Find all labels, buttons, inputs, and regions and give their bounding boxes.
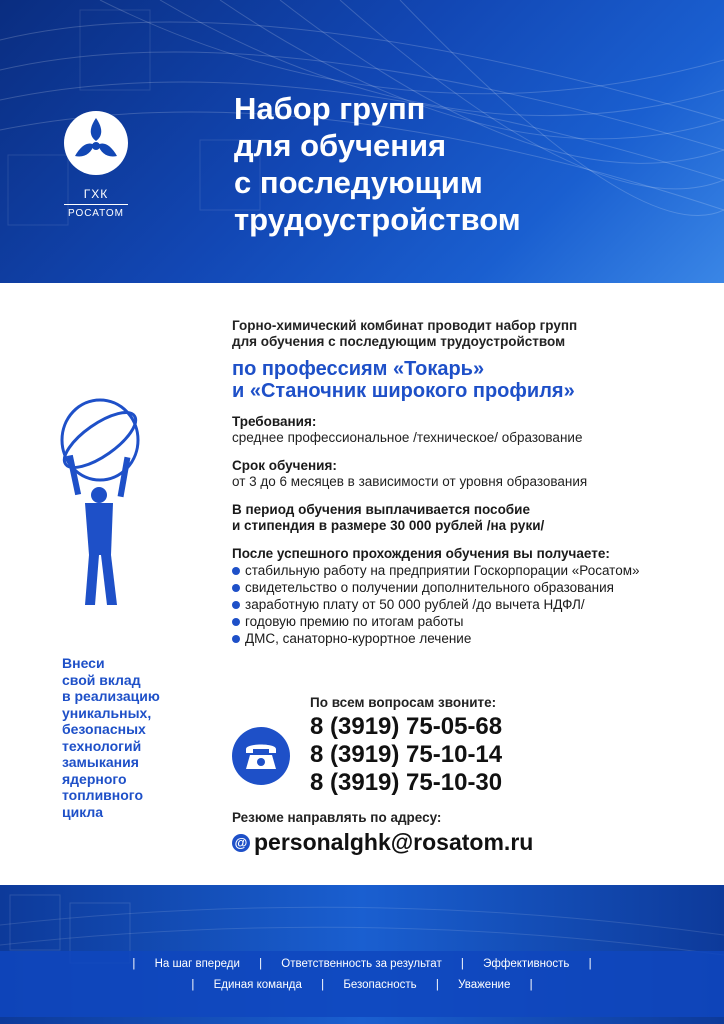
- separator: |: [460, 958, 464, 970]
- professions-line: и «Станочник широкого профиля»: [232, 380, 575, 402]
- resume-section: [232, 810, 533, 856]
- bullet-icon: [232, 567, 240, 575]
- list-item: [232, 613, 712, 630]
- page-title: [234, 90, 694, 238]
- list-item-text: свидетельство о получении дополнительного образования: [245, 580, 614, 595]
- stipend-line: В период обучения выплачивается пособие: [232, 502, 530, 517]
- rosatom-logo: [60, 110, 132, 219]
- separator: |: [435, 979, 439, 991]
- phone-number[interactable]: 8 (3919) 75-05-68: [310, 713, 503, 740]
- slogan-line: топливного: [62, 787, 143, 803]
- separator: |: [529, 979, 533, 991]
- list-item: [232, 596, 712, 613]
- rosatom-atom-logo-icon: [63, 110, 129, 176]
- bullet-icon: [232, 601, 240, 609]
- phone-number[interactable]: 8 (3919) 75-10-30: [310, 769, 503, 796]
- footer-banner: [0, 885, 724, 1024]
- slogan-line: в реализацию: [62, 688, 160, 704]
- slogan-line: технологий: [62, 737, 142, 754]
- contacts-heading: По всем вопросам звоните:: [310, 695, 497, 710]
- separator: |: [191, 979, 195, 991]
- intro-line: для обучения с последующим трудоустройством: [232, 334, 566, 349]
- logo-top-text: ГХК: [83, 187, 109, 201]
- footer-value: На шаг впереди: [154, 958, 240, 970]
- duration-heading: Срок обучения:: [232, 458, 337, 473]
- slogan-line: уникальных,: [62, 704, 152, 721]
- footer-row-2: [0, 979, 724, 991]
- list-item: [232, 562, 712, 579]
- separator: |: [132, 958, 136, 970]
- benefits-section: [232, 546, 712, 647]
- professions-heading: [232, 358, 712, 402]
- resume-heading: Резюме направлять по адресу:: [232, 810, 442, 825]
- separator: |: [259, 958, 263, 970]
- intro-text: [232, 318, 712, 350]
- email-link[interactable]: [232, 829, 533, 856]
- list-item-text: заработную плату от 50 000 рублей /до вычета НДФЛ/: [245, 597, 585, 612]
- requirements-text: среднее профессиональное /техническое/ образование: [232, 430, 583, 445]
- slogan-line: замыкания: [62, 754, 139, 770]
- slogan-line: безопасных: [62, 721, 146, 737]
- phone-list: [310, 713, 502, 797]
- professions-line: по профессиям «Токарь»: [232, 358, 485, 380]
- footer-value: Ответственность за результат: [281, 958, 442, 970]
- duration-section: [232, 458, 712, 490]
- list-item-text: годовую премию по итогам работы: [245, 614, 464, 629]
- footer-value: Единая команда: [213, 979, 302, 991]
- slogan: [62, 655, 202, 820]
- slogan-line: цикла: [62, 803, 104, 820]
- bullet-icon: [232, 618, 240, 626]
- title-line: Набор групп: [234, 91, 426, 126]
- title-line: для обучения: [234, 128, 447, 163]
- slogan-line: свой вклад: [62, 671, 141, 688]
- bullet-icon: [232, 584, 240, 592]
- list-item-text: ДМС, санаторно-курортное лечение: [245, 631, 472, 646]
- main-content: [232, 318, 712, 647]
- footer-value: Безопасность: [343, 979, 417, 991]
- atom-man-figure: [55, 395, 145, 615]
- footer-row-1: [0, 958, 724, 970]
- list-item-text: стабильную работу на предприятии Госкорпорации «Росатом»: [245, 563, 640, 578]
- email-address[interactable]: personalghk@rosatom.ru: [254, 829, 534, 855]
- footer-value: Эффективность: [483, 958, 570, 970]
- slogan-line: Внеси: [62, 655, 105, 671]
- title-line: трудоустройством: [234, 202, 521, 237]
- bullet-icon: [232, 635, 240, 643]
- phone-number[interactable]: 8 (3919) 75-10-14: [310, 741, 503, 768]
- title-line: с последующим: [234, 165, 483, 200]
- list-item: [232, 579, 712, 596]
- logo-bottom-text: РОСАТОМ: [68, 208, 124, 219]
- benefits-heading: После успешного прохождения обучения вы получаете:: [232, 546, 610, 561]
- phone-icon: [232, 727, 290, 785]
- stipend-line: и стипендия в размере 30 000 рублей /на руки/: [232, 518, 545, 533]
- separator: |: [321, 979, 325, 991]
- duration-text: от 3 до 6 месяцев в зависимости от уровня образования: [232, 474, 588, 489]
- intro-line: Горно-химический комбинат проводит набор групп: [232, 318, 578, 333]
- requirements-section: [232, 414, 712, 446]
- slogan-line: ядерного: [62, 770, 127, 787]
- at-icon: @: [232, 834, 250, 852]
- header-banner: [0, 0, 724, 283]
- logo-divider: [64, 204, 128, 205]
- list-item: [232, 630, 712, 647]
- footer-value: Уважение: [458, 979, 511, 991]
- stipend-section: [232, 502, 712, 534]
- separator: |: [588, 958, 592, 970]
- requirements-heading: Требования:: [232, 414, 317, 429]
